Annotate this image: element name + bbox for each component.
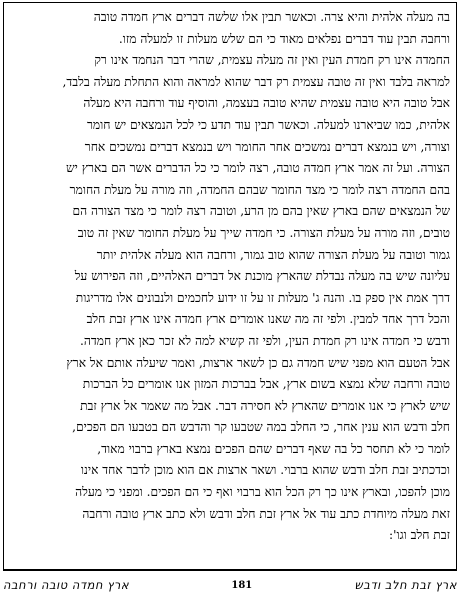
text-line: וכדכתיב זבת חלב ודבש שהוא ברבוי. ושאר ארצות אם הוא מוכן לדבר אחד אינו [80, 463, 450, 478]
text-line: טובה ורחבה שלא נמצא בשום ארץ, אבל בברכות המזון אנו אומרים כל הברכות [82, 377, 450, 392]
text-line: עליונה שיש בה מעלה נבדלת שהארץ מוכנת אל דברים האלהיים, וזה הפירוש על [74, 269, 450, 284]
running-head-left: ארץ חמדה טובה ורחבה [3, 578, 130, 592]
page-footer [3, 574, 457, 596]
text-line: טובים, וזה מורה על מעלת הצורה. כי חמדה שייך על מעלת החומר שאין זה טוב [77, 225, 450, 240]
text-line: חלב ודבש הוא ענין אחר, כי החלב במה שטבעו קר והדבש הם בטבעו הם הפכים, [72, 420, 450, 435]
text-line: אלהית, כמו שביארנו למעלה. וכאשר תבין עוד תדע כי לכל הנמצאים יש חומר [86, 117, 450, 132]
running-head-right: ארץ זבת חלב ודבש [354, 578, 457, 592]
text-line: בה מעלה אלהית והיא צרה. וכאשר תבין אלו שלשה דברים ארץ חמדה טובה [93, 10, 450, 24]
text-line: שיש לארץ כי אנו אומרים שהארץ לא חסירה דבר. אבל מה שאמר אל ארץ זבת [80, 398, 450, 413]
body-text [10, 7, 450, 547]
text-line: מוכן להפכו, ובארץ אינו כך רק הכל הוא ברבוי ואף כי הם הפכים. ומפני כי מעלה [75, 485, 450, 500]
text-line: החמדה אינו רק חמדת העין ואין זה מעלה עצמית, שהרי דבר הנחמד אינו רק [94, 53, 450, 68]
text-line: וצורה, ויש בנמצא דברים נמשכים אחר החומר ויש בנמצא דברים נמשכים אחר [84, 139, 450, 154]
text-line: והכל דרך אחד למבין. ולפי זה מה שאנו אומרים ארץ חמדה אינו ארץ זבת חלב [86, 312, 450, 327]
text-line: הצורה. ועל זה אמר ארץ חמדה טובה, רצה לומר כי כל הדברים אשר הם בארץ יש [66, 161, 450, 176]
footer-divider [3, 570, 457, 571]
text-line: דרך אמת אין ספק בו. והנה ג' מעלות זו על זו ידוע לחכמים ולנבונים אלו מדריגות [75, 290, 450, 305]
text-line: זבת חלב וגו': [389, 528, 450, 543]
text-line: של הנמצאים שהם בארץ שאין בהם מן הרע, וטובה רצה לומר כי מצד הצורה הם [72, 204, 450, 219]
text-line: אבל טובה היא טובה עצמית שהיא טובה בעצמה, והוסיף עוד ורחבה היא מעלה [83, 96, 450, 111]
page-number: 181 [231, 579, 253, 591]
text-line: ורחבה תבין עוד דברים נפלאים מאוד כי הם שלש מעלות זו למעלה מזו. [118, 31, 450, 46]
text-line: גמור וטובה על מעלת הצורה שהוא טוב גמור, ורחבה הוא מעלה אלהית יותר [96, 247, 450, 262]
text-line: לומר כי לא תחסר כל בה שאף דברים שהם הפכים נמצא בארץ ברבוי מאוד, [97, 441, 450, 456]
text-line: למראה בלבד ואין זה טובה עצמית רק דבר שהוא למראה והוא התחלת מעלה בלבד, [62, 74, 450, 89]
text-line: זאת מעלה מיוחדת כתב עוד אל ארץ זבת חלב ודבש ולא כתב ארץ טובה ורחבה [82, 506, 450, 521]
text-line: ודבש כי חמדה אינו רק חמדת העין, ולפי זה קשיא למה לא זכר כאן ארץ חמדה. [80, 333, 450, 348]
text-line: בהם החמדה רצה לומר כי מצד החומר שבהם החמדה, וזה מורה על מעלת החומר [69, 182, 450, 197]
text-line: אבל הטעם הוא מפני שיש חמדה גם כן לשאר ארצות, ואמר שיעלה אותם אל ארץ [66, 355, 450, 370]
